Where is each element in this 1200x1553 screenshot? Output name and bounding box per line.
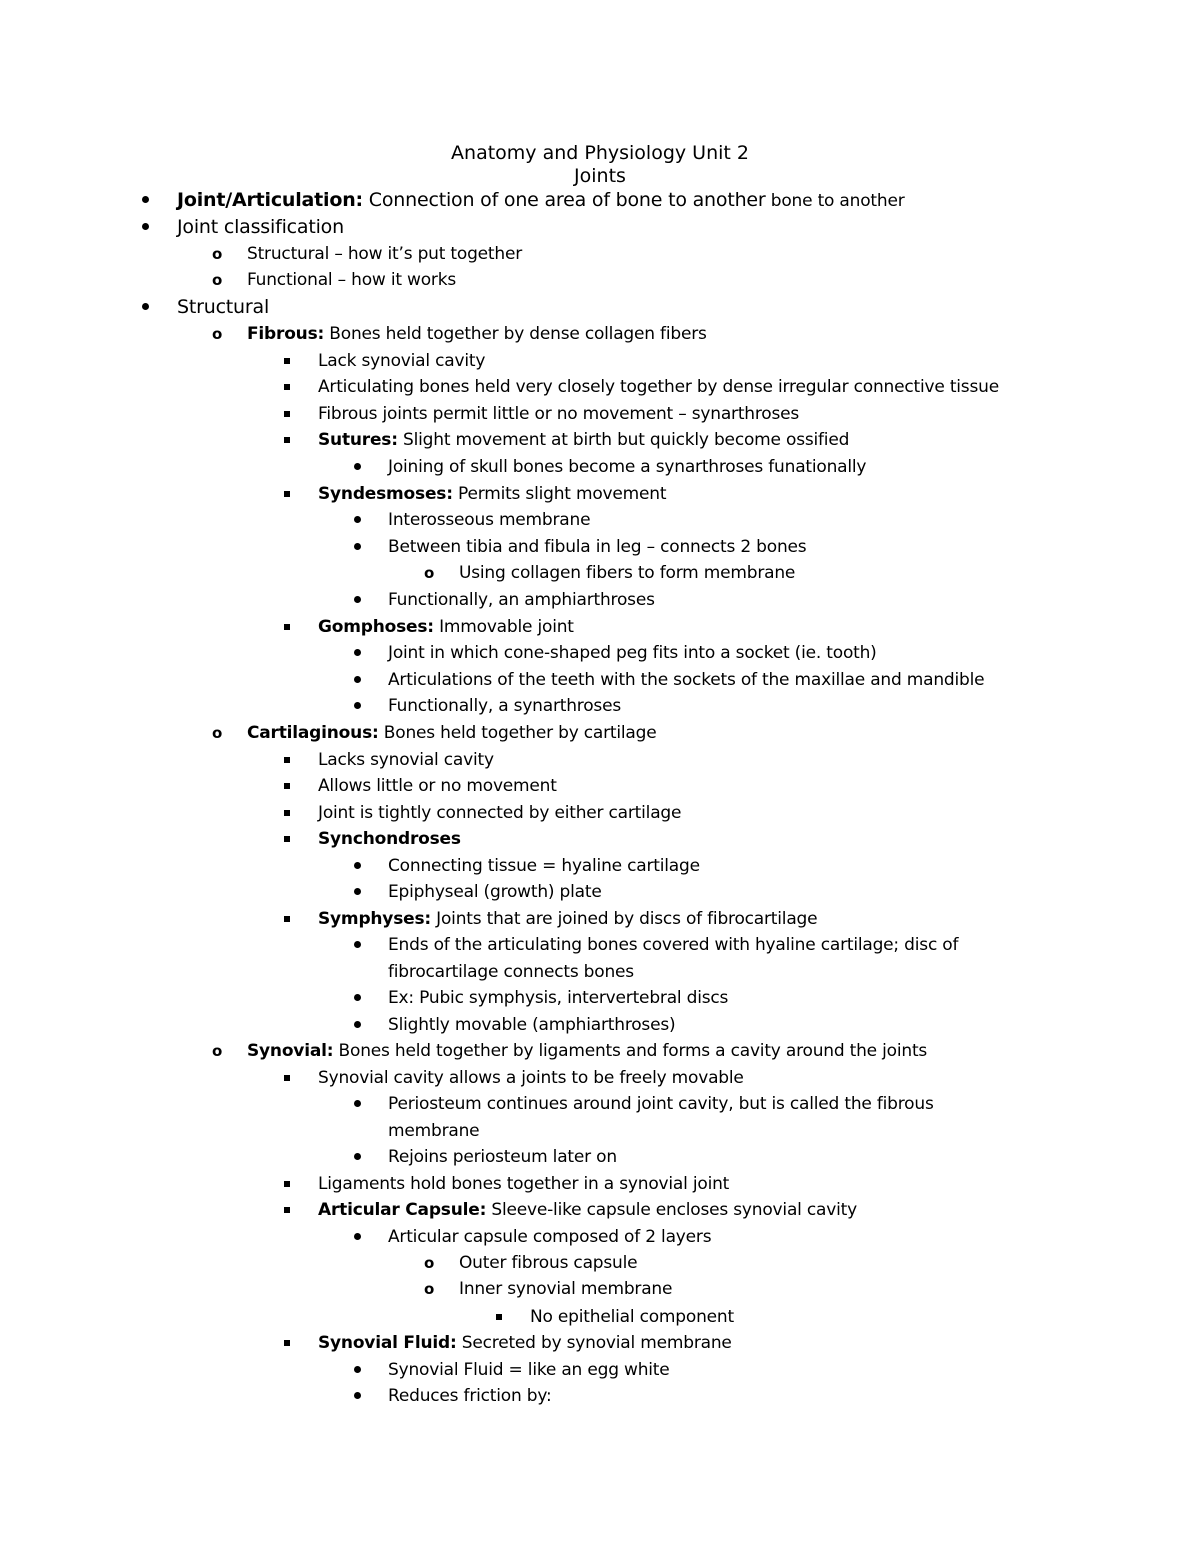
- outline-item-level-4: [388, 934, 958, 956]
- square-bullet-icon: [284, 358, 290, 364]
- round-bullet-icon: [354, 676, 361, 683]
- square-bullet-icon: [284, 411, 290, 417]
- item-text: Joint in which cone-shaped peg fits into a socket (ie. tooth): [388, 643, 877, 663]
- item-text: fibrocartilage connects bones: [388, 962, 634, 982]
- term-label: Symphyses:: [318, 909, 431, 929]
- outline-item-level-3: [318, 403, 799, 425]
- item-text: Functionally, an amphiarthroses: [388, 590, 655, 610]
- square-bullet-icon: [496, 1314, 502, 1320]
- square-bullet-icon: [284, 624, 290, 630]
- outline-item-level-4: [388, 1014, 675, 1036]
- outline-item-level-4: [388, 1385, 552, 1407]
- term-label: Synchondroses: [318, 829, 461, 849]
- outline-item-level-4: [388, 695, 621, 717]
- round-bullet-icon: [354, 702, 361, 709]
- item-text: Synovial Fluid = like an egg white: [388, 1360, 670, 1380]
- item-text: Periosteum continues around joint cavity, but is called the fibrous: [388, 1094, 934, 1114]
- item-text: Permits slight movement: [452, 484, 667, 504]
- round-bullet-icon: [354, 941, 361, 948]
- document-subtitle: Joints: [574, 165, 626, 187]
- item-text: Slight movement at birth but quickly become ossified: [397, 430, 850, 450]
- round-bullet-icon: [354, 516, 361, 523]
- item-text: Fibrous joints permit little or no movement – synarthroses: [318, 404, 800, 424]
- item-text: Connecting tissue = hyaline cartilage: [388, 856, 700, 876]
- item-text: Sleeve-like capsule encloses synovial cavity: [486, 1200, 857, 1220]
- item-text: Between tibia and fibula in leg – connects 2 bones: [388, 537, 807, 557]
- round-bullet-icon: [354, 1100, 361, 1107]
- circle-outline-bullet-icon: o: [212, 1042, 223, 1060]
- outline-item-level-2: [212, 243, 523, 265]
- term-label: Sutures:: [318, 430, 398, 450]
- outline-item-level-3: [318, 1199, 857, 1221]
- item-text: Articulating bones held very closely together by dense irregular connective tissue: [318, 377, 999, 397]
- square-bullet-icon: [284, 836, 290, 842]
- round-bullet-icon: [354, 543, 361, 550]
- item-text: Lack synovial cavity: [318, 351, 486, 371]
- item-text: Joint is tightly connected by either cartilage: [318, 803, 682, 823]
- outline-item-level-1: [177, 189, 905, 212]
- item-text: Ends of the articulating bones covered with hyaline cartilage; disc of: [388, 935, 959, 955]
- term-label: Synovial:: [247, 1041, 334, 1061]
- round-bullet-icon: [354, 596, 361, 603]
- item-text: Synovial cavity allows a joints to be freely movable: [318, 1068, 744, 1088]
- outline-item-level-4: [388, 1120, 479, 1142]
- item-text: Epiphyseal (growth) plate: [388, 882, 602, 902]
- round-bullet-icon: [142, 196, 149, 203]
- item-text: Joints that are joined by discs of fibrocartilage: [430, 909, 818, 929]
- outline-item-level-3: [318, 376, 999, 398]
- term-label: Joint/Articulation:: [177, 189, 363, 211]
- round-bullet-icon: [354, 1153, 361, 1160]
- square-bullet-icon: [284, 1075, 290, 1081]
- outline-item-level-3: [318, 483, 666, 505]
- circle-outline-bullet-icon: o: [212, 245, 223, 263]
- item-text: Bones held together by dense collagen fibers: [324, 324, 707, 344]
- item-text: Secreted by synovial membrane: [456, 1333, 732, 1353]
- document-title: Anatomy and Physiology Unit 2: [451, 142, 749, 164]
- outline-item-level-2: [212, 269, 457, 291]
- item-text: Articulations of the teeth with the sockets of the maxillae and mandible: [388, 670, 985, 690]
- outline-item-level-3: [318, 1173, 729, 1195]
- outline-item-level-5: [424, 1278, 673, 1300]
- item-text: Functionally, a synarthroses: [388, 696, 621, 716]
- outline-item-level-3: [318, 429, 849, 451]
- round-bullet-icon: [354, 994, 361, 1001]
- item-text: Reduces friction by:: [388, 1386, 552, 1406]
- outline-item-level-3: [318, 616, 574, 638]
- outline-item-level-5: [424, 562, 796, 584]
- outline-item-level-4: [388, 855, 700, 877]
- round-bullet-icon: [354, 888, 361, 895]
- round-bullet-icon: [354, 1021, 361, 1028]
- round-bullet-icon: [354, 1233, 361, 1240]
- circle-outline-bullet-icon: o: [212, 724, 223, 742]
- item-text: Inner synovial membrane: [459, 1279, 673, 1299]
- outline-item-level-4: [388, 1146, 617, 1168]
- outline-item-level-3: [318, 350, 485, 372]
- outline-item-level-4: [388, 961, 634, 983]
- item-text-extra: bone to another: [765, 191, 905, 211]
- item-text: Structural: [177, 296, 270, 318]
- outline-item-level-4: [388, 642, 877, 664]
- item-text: Functional – how it works: [247, 270, 457, 290]
- outline-item-level-2: [212, 722, 657, 744]
- circle-outline-bullet-icon: o: [424, 1280, 435, 1298]
- round-bullet-icon: [354, 1392, 361, 1399]
- square-bullet-icon: [284, 491, 290, 497]
- square-bullet-icon: [284, 757, 290, 763]
- round-bullet-icon: [142, 303, 149, 310]
- outline-item-level-2: [212, 1040, 928, 1062]
- item-text: Articular capsule composed of 2 layers: [388, 1227, 712, 1247]
- item-text: Allows little or no movement: [318, 776, 557, 796]
- round-bullet-icon: [142, 223, 149, 230]
- item-text: Joint classification: [177, 216, 344, 238]
- circle-outline-bullet-icon: o: [424, 1254, 435, 1272]
- outline-item-level-4: [388, 881, 602, 903]
- outline-item-level-3: [318, 802, 681, 824]
- item-text: Ligaments hold bones together in a synovial joint: [318, 1174, 730, 1194]
- item-text: Joining of skull bones become a synarthroses funationally: [388, 457, 867, 477]
- term-label: Synovial Fluid:: [318, 1333, 457, 1353]
- term-label: Cartilaginous:: [247, 723, 379, 743]
- outline-item-level-3: [318, 828, 461, 850]
- square-bullet-icon: [284, 1181, 290, 1187]
- round-bullet-icon: [354, 649, 361, 656]
- outline-item-level-4: [388, 987, 728, 1009]
- square-bullet-icon: [284, 1207, 290, 1213]
- item-text: Outer fibrous capsule: [459, 1253, 638, 1273]
- item-text: Ex: Pubic symphysis, intervertebral discs: [388, 988, 729, 1008]
- item-text: Structural – how it’s put together: [247, 244, 523, 264]
- item-text: membrane: [388, 1121, 480, 1141]
- item-text: Using collagen fibers to form membrane: [459, 563, 796, 583]
- circle-outline-bullet-icon: o: [424, 564, 435, 582]
- outline-item-level-4: [388, 509, 590, 531]
- item-text: Slightly movable (amphiarthroses): [388, 1015, 676, 1035]
- outline-item-level-3: [318, 775, 557, 797]
- outline-item-level-4: [388, 1359, 670, 1381]
- outline-item-level-3: [318, 1332, 732, 1354]
- item-text: Interosseous membrane: [388, 510, 591, 530]
- square-bullet-icon: [284, 810, 290, 816]
- outline-item-level-1: [177, 216, 344, 238]
- square-bullet-icon: [284, 783, 290, 789]
- outline-item-level-4: [388, 1226, 711, 1248]
- outline-item-level-2: [212, 323, 707, 345]
- outline-item-level-5: [424, 1252, 638, 1274]
- item-text: Rejoins periosteum later on: [388, 1147, 617, 1167]
- round-bullet-icon: [354, 1366, 361, 1373]
- square-bullet-icon: [284, 384, 290, 390]
- term-label: Gomphoses:: [318, 617, 434, 637]
- item-text: Connection of one area of bone to another: [362, 189, 766, 211]
- circle-outline-bullet-icon: o: [212, 325, 223, 343]
- outline-item-level-3: [318, 908, 817, 930]
- term-label: Articular Capsule:: [318, 1200, 487, 1220]
- square-bullet-icon: [284, 437, 290, 443]
- item-text: Lacks synovial cavity: [318, 750, 494, 770]
- outline-item-level-6: [530, 1306, 734, 1328]
- outline-item-level-4: [388, 536, 806, 558]
- item-text: Immovable joint: [433, 617, 574, 637]
- round-bullet-icon: [354, 862, 361, 869]
- outline-item-level-4: [388, 669, 984, 691]
- item-text: Bones held together by cartilage: [378, 723, 657, 743]
- outline-item-level-1: [177, 296, 269, 318]
- outline-item-level-4: [388, 589, 655, 611]
- item-text: Bones held together by ligaments and forms a cavity around the joints: [333, 1041, 928, 1061]
- square-bullet-icon: [284, 1340, 290, 1346]
- outline-item-level-3: [318, 749, 494, 771]
- outline-item-level-4: [388, 456, 866, 478]
- square-bullet-icon: [284, 916, 290, 922]
- term-label: Fibrous:: [247, 324, 325, 344]
- item-text: No epithelial component: [530, 1307, 734, 1327]
- term-label: Syndesmoses:: [318, 484, 453, 504]
- round-bullet-icon: [354, 463, 361, 470]
- outline-item-level-4: [388, 1093, 934, 1115]
- circle-outline-bullet-icon: o: [212, 271, 223, 289]
- outline-item-level-3: [318, 1067, 744, 1089]
